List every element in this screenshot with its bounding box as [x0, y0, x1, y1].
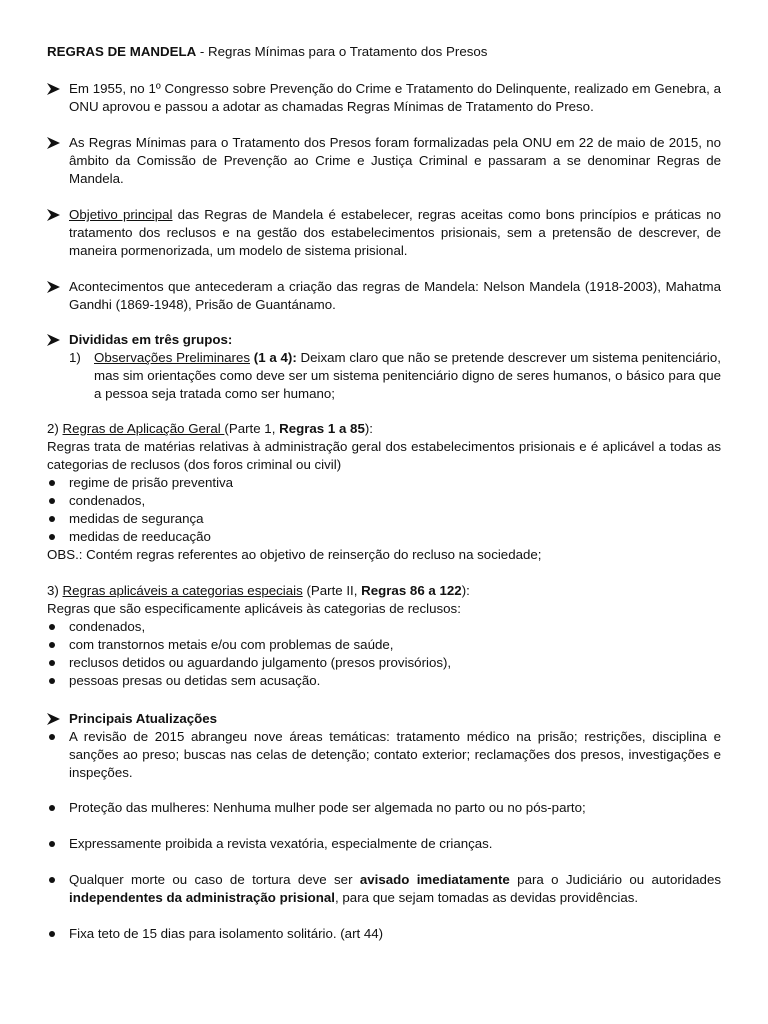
bullet-dot-icon	[49, 841, 55, 847]
paragraph-objetivo	[47, 206, 721, 260]
section-2	[47, 420, 721, 564]
bullet-dot-icon	[49, 678, 55, 684]
bullet-dot-icon	[49, 498, 55, 504]
document-title	[47, 43, 487, 61]
paragraph-text	[69, 206, 721, 260]
list-item: condenados,	[47, 492, 721, 510]
title-bold: REGRAS DE MANDELA	[47, 44, 197, 59]
section-3-list	[47, 618, 721, 690]
paragraph-1955	[47, 80, 721, 116]
section-2-obs: OBS.: Contém regras referentes ao objetivo de reinserção do recluso na sociedade;	[47, 547, 542, 562]
list-item: medidas de segurança	[47, 510, 721, 528]
groups-section	[47, 331, 721, 403]
objetivo-text: das Regras de Mandela é estabelecer, regras aceitas como bons princípios e práticas no tratamento dos reclusos e na gestão dos estabelecimentos prisionais, sem a pretensão de descrever, de maneira pormenorizada, um modelo de sistema prisional.	[69, 207, 721, 258]
updates-heading-row	[47, 710, 721, 728]
list-item: condenados,	[47, 618, 721, 636]
list-item: medidas de reeducação	[47, 528, 721, 546]
update-item-isolamento	[47, 925, 721, 943]
arrow-bullet-icon	[47, 80, 61, 98]
section-2-description: Regras trata de matérias relativas à administração geral dos estabelecimentos prisionais e é aplicável a todas as categorias de reclusos (dos foros criminal ou civil)	[47, 439, 721, 472]
group-item-range: (1 a 4):	[250, 350, 297, 365]
bullet-dot-icon	[49, 534, 55, 540]
updates-heading: Principais Atualizações	[69, 711, 218, 726]
list-item: reclusos detidos ou aguardando julgamento (presos provisórios),	[47, 654, 721, 672]
bullet-dot-icon	[49, 734, 55, 740]
paragraph-text: Acontecimentos que antecederam a criação das regras de Mandela: Nelson Mandela (1918-2003), Mahatma Gandhi (1869-1948), Prisão de Guantánamo.	[69, 279, 721, 312]
paragraph-text: As Regras Mínimas para o Tratamento dos Presos foram formalizadas pela ONU em 22 de maio de 2015, no âmbito da Comissão de Prevenção ao Crime e Justiça Criminal e passaram a se denominar Regras de Mandela.	[69, 135, 721, 186]
group-item-label: Observações Preliminares	[94, 350, 250, 365]
bullet-dot-icon	[49, 642, 55, 648]
update-item-morte	[47, 871, 721, 907]
update-item-revisao	[47, 728, 721, 782]
update-item-text: Expressamente proibida a revista vexatória, especialmente de crianças.	[69, 836, 493, 851]
group-item-text: Deixam claro que não se pretende descrever um sistema penitenciário, mas sim orientações como deve ser um sistema penitenciário digno de seres humanos, o básico para que a pessoa seja tratada como ser humano;	[94, 350, 721, 401]
paragraph-2015	[47, 134, 721, 188]
group-item-1	[47, 349, 721, 403]
group-item-number: 1)	[69, 350, 81, 365]
bullet-dot-icon	[49, 624, 55, 630]
title-rest: - Regras Mínimas para o Tratamento dos Presos	[196, 44, 488, 59]
update-item-text: Proteção das mulheres: Nenhuma mulher pode ser algemada no parto ou no pós-parto;	[69, 800, 586, 815]
section-3-description: Regras que são especificamente aplicáveis às categorias de reclusos:	[47, 601, 461, 616]
arrow-bullet-icon	[47, 710, 61, 728]
update-item-revista	[47, 835, 721, 853]
arrow-bullet-icon	[47, 278, 61, 296]
bullet-dot-icon	[49, 931, 55, 937]
update-item-mulheres	[47, 799, 721, 817]
section-2-heading: 2) Regras de Aplicação Geral (Parte 1, Regras 1 a 85):	[47, 421, 373, 436]
update-item-text: Fixa teto de 15 dias para isolamento solitário. (art 44)	[69, 926, 384, 941]
arrow-bullet-icon	[47, 206, 61, 224]
objetivo-label: Objetivo principal	[69, 207, 173, 222]
bullet-dot-icon	[49, 805, 55, 811]
list-item: com transtornos metais e/ou com problemas de saúde,	[47, 636, 721, 654]
groups-heading: Divididas em três grupos:	[69, 332, 233, 347]
paragraph-text: Em 1955, no 1º Congresso sobre Prevenção do Crime e Tratamento do Delinquente, realizado em Genebra, a ONU aprovou e passou a adotar as chamadas Regras Mínimas de Tratamento do Preso.	[69, 81, 721, 114]
arrow-bullet-icon	[47, 331, 61, 349]
arrow-bullet-icon	[47, 134, 61, 152]
bullet-dot-icon	[49, 877, 55, 883]
bullet-dot-icon	[49, 660, 55, 666]
paragraph-acontecimentos	[47, 278, 721, 314]
section-3-heading: 3) Regras aplicáveis a categorias especiais (Parte II, Regras 86 a 122):	[47, 583, 470, 598]
list-item: pessoas presas ou detidas sem acusação.	[47, 672, 721, 690]
section-3	[47, 582, 721, 690]
section-2-list	[47, 474, 721, 546]
bullet-dot-icon	[49, 480, 55, 486]
bullet-dot-icon	[49, 516, 55, 522]
list-item: regime de prisão preventiva	[47, 474, 721, 492]
update-item-text: A revisão de 2015 abrangeu nove áreas temáticas: tratamento médico na prisão; restrições, disciplina e sanções ao preso; buscas nas celas de detenção; contato exterior; reclamações dos presos, investigações e inspeções.	[69, 729, 721, 780]
update-item-text: Qualquer morte ou caso de tortura deve ser avisado imediatamente para o Judiciário ou autoridades independentes da administração prisional, para que sejam tomadas as devidas providências.	[69, 872, 721, 905]
